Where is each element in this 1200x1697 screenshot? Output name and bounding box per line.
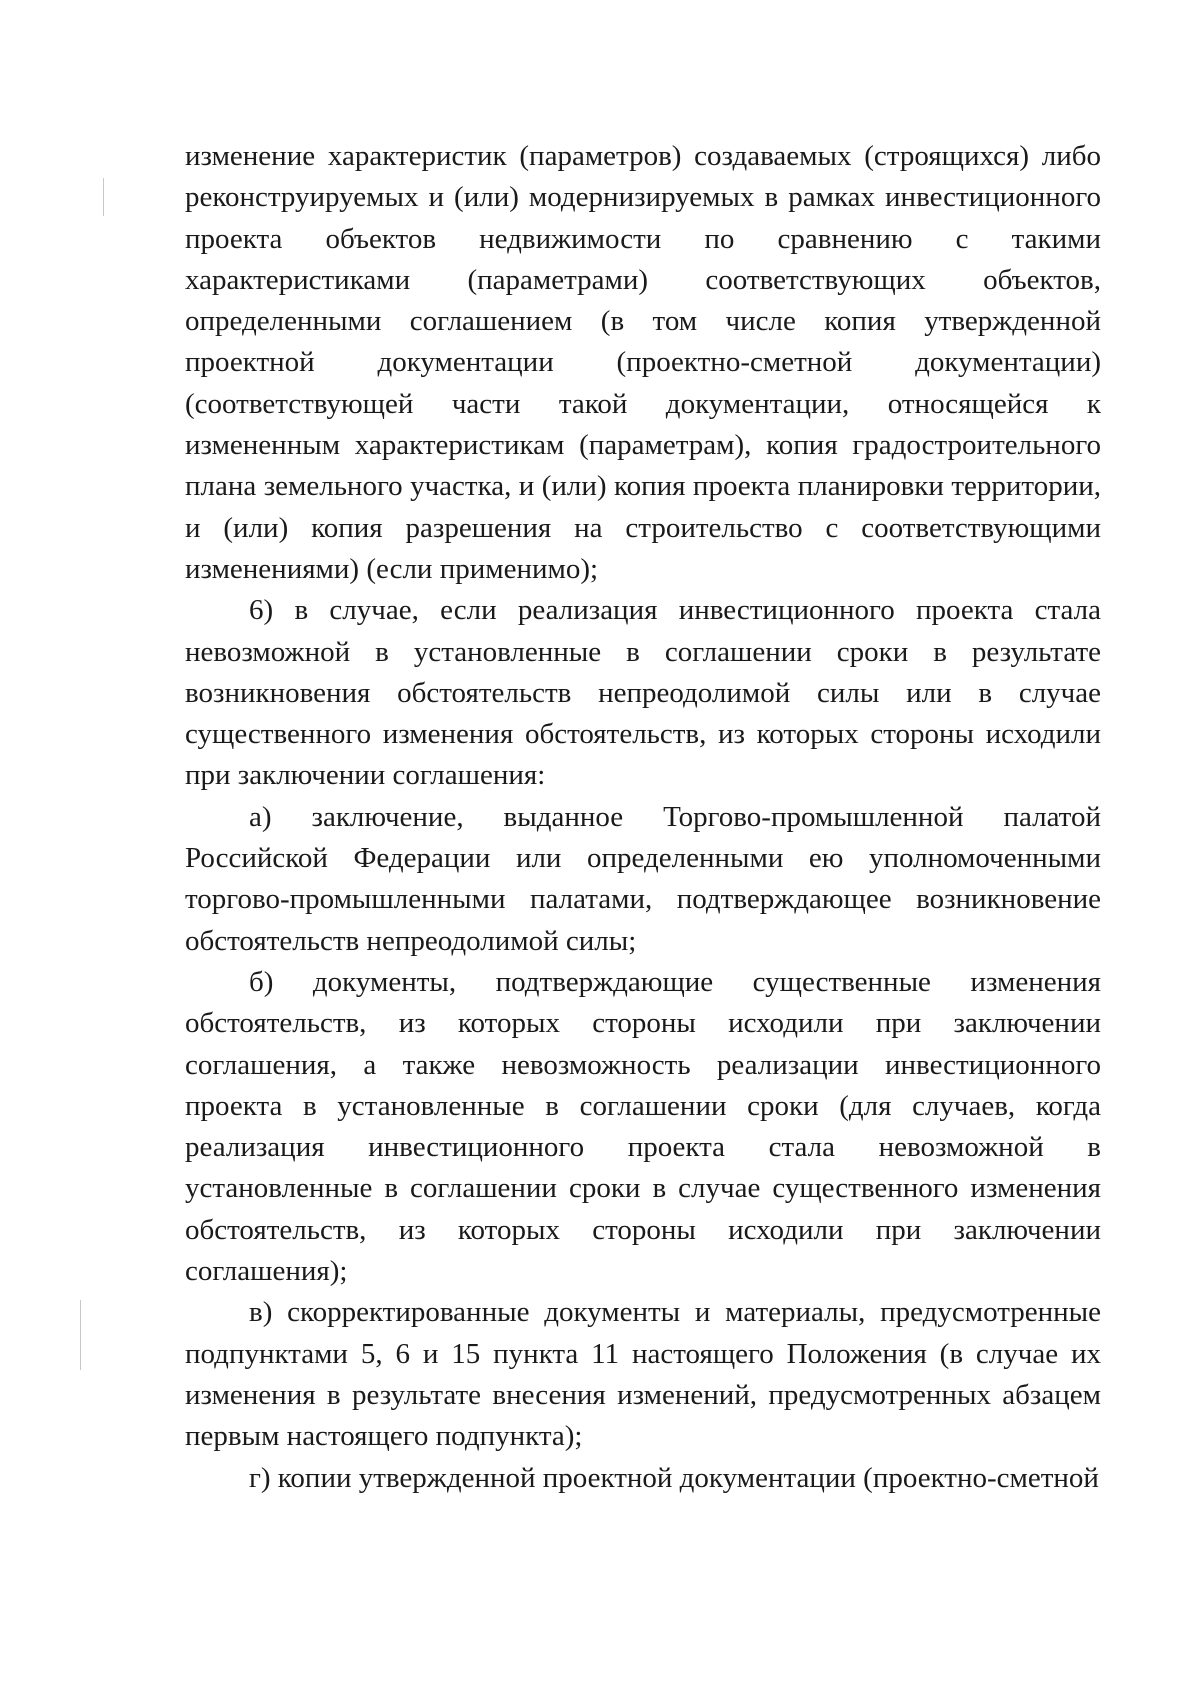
paragraph-item-6: 6) в случае, если реализация инвестиционного проекта стала невозможной в установленные в соглашении сроки в результате возникновения обстоятельств непреодолимой силы или в случае существенного изменения обстоятельств, из которых стороны исходили при заключении соглашения: <box>185 594 1101 792</box>
paragraph-item-6a: а) заключение, выданное Торгово-промышленной палатой Российской Федерации или определенными ею уполномоченными торгово-промышленными палатами, подтверждающее возникновение обстоятельств непреодолимой силы; <box>185 800 1101 957</box>
paragraph-item-6b: б) документы, подтверждающие существенные изменения обстоятельств, из которых стороны исходили при заключении соглашения, а также невозможность реализации инвестиционного проекта в установленные в соглашении сроки (для случаев, когда реализация инвестиционного проекта стала невозможной в установленные в соглашении сроки в случае существенного изменения обстоятельств, из которых стороны исходили при заключении соглашения); <box>185 965 1101 1288</box>
scan-margin-mark-top <box>103 178 104 216</box>
paragraph-item-6v: в) скорректированные документы и материалы, предусмотренные подпунктами 5, 6 и 15 пункта 11 настоящего Положения (в случае их изменения в результате внесения изменений, предусмотренных абзацем первым настоящего подпункта); <box>185 1296 1101 1453</box>
document-body <box>185 136 1101 1499</box>
scan-margin-mark-bottom <box>80 1300 81 1370</box>
paragraph-item-6g: г) копии утвержденной проектной документации (проектно-сметной <box>249 1461 1099 1494</box>
paragraph-continuation: изменение характеристик (параметров) создаваемых (строящихся) либо реконструируемых и (или) модернизируемых в рамках инвестиционного проекта объектов недвижимости по сравнению с такими характеристиками (параметрами) соответствующих объектов, определенными соглашением (в том числе копия утвержденной проектной документации (проектно-сметной документации) (соответствующей части такой документации, относящейся к измененным характеристикам (параметрам), копия градостроительного плана земельного участка, и (или) копия проекта планировки территории, и (или) копия разрешения на строительство с соответствующими изменениями) (если применимо); <box>185 140 1101 585</box>
